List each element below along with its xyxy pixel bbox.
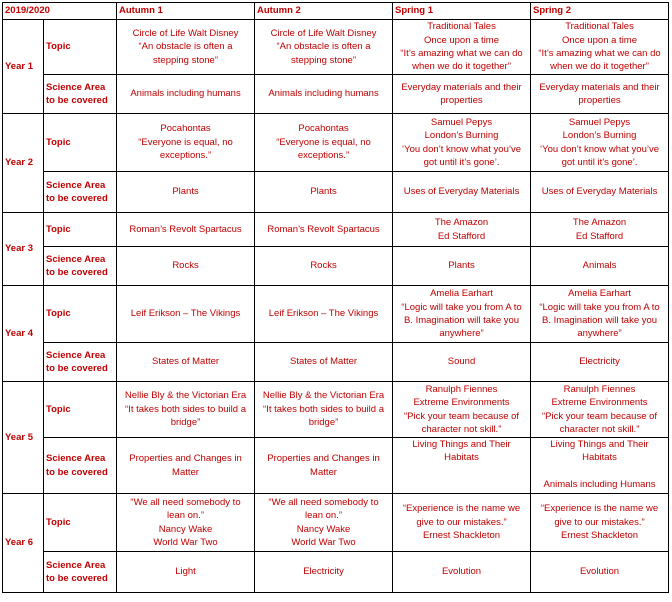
topic-row [3, 114, 669, 172]
topic-cell [117, 114, 255, 172]
cell-line: “It takes both sides to build a [263, 403, 384, 415]
cell-line: Everyday materials and their [539, 81, 660, 93]
cell-line: Animals including humans [130, 88, 241, 100]
cell-line: Nellie Bly & the Victorian Era [262, 390, 385, 402]
cell-line: Traditional Tales [565, 21, 634, 33]
cell-line: States of Matter [289, 356, 358, 368]
cell-line: “Pick your team because of [403, 410, 520, 422]
header-row [3, 3, 669, 20]
science-cell [393, 75, 531, 114]
cell-line: Samuel Pepys [568, 116, 631, 128]
science-cell [117, 172, 255, 213]
science-row [3, 552, 669, 593]
cell-line: World War Two [291, 536, 356, 548]
cell-line: Animals including Humans [543, 478, 656, 490]
cell-line: properties [440, 95, 483, 106]
curriculum-table [2, 2, 669, 593]
cell-line: Ed Stafford [437, 230, 486, 242]
cell-line: exceptions.” [159, 150, 212, 162]
cell-line: stepping stone” [291, 54, 356, 66]
science-cell [531, 438, 669, 494]
cell-line: Leif Erikson – The Vikings [130, 308, 241, 320]
year-label: Year 6 [3, 494, 44, 593]
cell-line: The Amazon [434, 217, 489, 229]
academic-year-header: 2019/2020 [3, 3, 117, 20]
science-cell [117, 552, 255, 593]
cell-line: “Everyone is equal, no [276, 136, 371, 148]
cell-line: Animals including humans [268, 88, 379, 100]
term-header: Autumn 1 [117, 3, 255, 20]
cell-line: character not skill.” [421, 423, 502, 435]
topic-cell [117, 213, 255, 247]
cell-line: give to our mistakes.” [416, 516, 507, 528]
topic-label: Topic [44, 213, 117, 247]
topic-row [3, 494, 669, 552]
topic-cell [255, 286, 393, 343]
science-area-label [44, 552, 117, 593]
year-label: Year 4 [3, 286, 44, 382]
cell-line: Matter [172, 466, 199, 478]
cell-line: “Experience is the name we [540, 503, 659, 515]
topic-cell [255, 114, 393, 172]
topic-cell [393, 114, 531, 172]
science-row [3, 172, 669, 213]
cell-line: Extreme Environments [413, 397, 510, 409]
cell-line: Electricity [579, 356, 620, 368]
topic-label: Topic [44, 20, 117, 75]
cell-line: “Pick your team because of [541, 410, 658, 422]
cell-line: ‘You don’t know what you’ve [402, 143, 522, 155]
science-cell [393, 172, 531, 213]
cell-line: “Experience is the name we [402, 503, 521, 515]
topic-cell [393, 382, 531, 438]
science-cell [531, 172, 669, 213]
cell-line: Ernest Shackleton [422, 530, 501, 542]
cell-line: ‘You don’t know what you’ve [540, 143, 660, 155]
cell-line: lean on.” [305, 510, 342, 522]
science-row [3, 247, 669, 286]
cell-line: Living Things and Their [550, 439, 649, 450]
cell-line: Ernest Shackleton [560, 530, 639, 542]
cell-line: The Amazon [572, 217, 627, 229]
cell-line: Uses of Everyday Materials [541, 186, 658, 198]
cell-line: give to our mistakes.” [554, 516, 645, 528]
science-row [3, 343, 669, 382]
cell-line: “An obstacle is often a [138, 41, 233, 53]
cell-line: Traditional Tales [427, 21, 496, 33]
cell-line: States of Matter [151, 356, 220, 368]
science-label-line: Science Area [46, 349, 106, 361]
science-area-label [44, 172, 117, 213]
cell-line: Leif Erikson – The Vikings [268, 308, 379, 320]
cell-line: London’s Burning [424, 130, 499, 142]
topic-cell [117, 382, 255, 438]
cell-line: exceptions.” [297, 150, 350, 162]
science-cell [255, 172, 393, 213]
cell-line: when we do it together” [412, 61, 511, 73]
cell-line: Evolution [441, 566, 482, 578]
cell-line: Once upon a time [562, 34, 638, 46]
cell-line: Living Things and Their [412, 439, 511, 450]
cell-line: World War Two [153, 536, 218, 548]
cell-line: got until it’s gone’. [561, 156, 638, 168]
topic-row [3, 382, 669, 438]
cell-line: “It’s amazing what we can do [400, 48, 523, 59]
cell-line: Roman’s Revolt Spartacus [267, 223, 380, 235]
science-cell [393, 552, 531, 593]
science-cell [255, 438, 393, 494]
science-label-line: Science Area [46, 559, 106, 571]
cell-line: Electricity [303, 566, 344, 578]
science-cell [255, 75, 393, 114]
cell-line: Habitats [582, 452, 617, 464]
topic-cell [117, 286, 255, 343]
cell-line: properties [578, 95, 621, 106]
science-cell [255, 343, 393, 382]
science-label-line: Science Area [46, 179, 106, 191]
science-label-line: Science Area [46, 253, 106, 265]
cell-line: “It takes both sides to build a [125, 403, 246, 415]
cell-line: stepping stone” [153, 54, 218, 66]
cell-line: Once upon a time [424, 34, 500, 46]
science-cell [393, 343, 531, 382]
science-area-label [44, 438, 117, 494]
science-label-line: to be covered [46, 363, 108, 374]
cell-line: “It’s amazing what we can do [538, 48, 661, 59]
topic-cell [255, 20, 393, 75]
term-header: Spring 1 [393, 3, 531, 20]
year-label: Year 3 [3, 213, 44, 286]
topic-cell [255, 494, 393, 552]
cell-line: Rocks [310, 260, 337, 272]
cell-line: anywhere” [439, 328, 484, 340]
cell-line: Pocahontas [298, 123, 349, 135]
cell-line: bridge” [308, 417, 339, 429]
cell-line: Nancy Wake [296, 523, 351, 535]
cell-line: Animals [582, 260, 617, 272]
science-cell [531, 75, 669, 114]
cell-line: got until it’s gone’. [423, 156, 500, 168]
cell-line: “Logic will take you from A to [401, 301, 522, 313]
cell-line: Nellie Bly & the Victorian Era [124, 390, 247, 402]
year-label: Year 1 [3, 20, 44, 114]
cell-line: anywhere” [577, 328, 622, 340]
cell-line: character not skill.” [559, 423, 640, 435]
cell-line: Nancy Wake [158, 523, 213, 535]
science-row [3, 75, 669, 114]
topic-cell [531, 286, 669, 343]
topic-cell [255, 382, 393, 438]
topic-label: Topic [44, 382, 117, 438]
cell-line: Properties and Changes in [267, 453, 380, 465]
cell-line: when we do it together” [550, 61, 649, 73]
science-label-line: Science Area [46, 81, 106, 93]
cell-line: London’s Burning [562, 130, 637, 142]
topic-cell [531, 213, 669, 247]
cell-line: bridge” [170, 417, 201, 429]
cell-line: Pocahontas [160, 123, 211, 135]
cell-line: Uses of Everyday Materials [403, 186, 520, 198]
cell-line: Evolution [579, 566, 620, 578]
cell-line: Plants [448, 260, 475, 272]
cell-line: “Logic will take you from A to [539, 301, 660, 313]
cell-line: Properties and Changes in [129, 453, 242, 465]
science-cell [393, 247, 531, 286]
science-label-line: to be covered [46, 573, 108, 584]
cell-line: Habitats [444, 452, 479, 464]
science-area-label [44, 75, 117, 114]
science-cell [255, 552, 393, 593]
cell-line: Light [175, 566, 196, 578]
cell-line: B. Imagination will take you [403, 315, 520, 326]
cell-line: “An obstacle is often a [276, 41, 371, 53]
science-cell [531, 247, 669, 286]
cell-line: Amelia Earhart [430, 288, 493, 300]
topic-row [3, 286, 669, 343]
cell-line: Samuel Pepys [430, 116, 493, 128]
cell-line: Amelia Earhart [568, 288, 631, 300]
science-label-line: to be covered [46, 466, 108, 478]
science-cell [117, 438, 255, 494]
science-cell [255, 247, 393, 286]
topic-label: Topic [44, 114, 117, 172]
topic-cell [531, 382, 669, 438]
cell-line: Everyday materials and their [401, 81, 522, 93]
cell-line: “We all need somebody to [130, 496, 241, 508]
cell-line: Sound [447, 356, 476, 368]
science-cell [117, 75, 255, 114]
topic-cell [393, 213, 531, 247]
topic-cell [393, 286, 531, 343]
cell-line: Plants [310, 186, 337, 198]
cell-line: Circle of Life Walt Disney [132, 27, 239, 39]
science-cell [531, 343, 669, 382]
science-area-label [44, 343, 117, 382]
topic-row [3, 20, 669, 75]
science-label-line: Science Area [46, 453, 106, 465]
topic-label: Topic [44, 494, 117, 552]
science-cell [117, 343, 255, 382]
science-cell [393, 438, 531, 494]
topic-cell [393, 494, 531, 552]
cell-line: Roman’s Revolt Spartacus [129, 223, 242, 235]
cell-line: lean on.” [167, 510, 204, 522]
topic-cell [531, 114, 669, 172]
science-area-label [44, 247, 117, 286]
topic-label: Topic [44, 286, 117, 343]
term-header: Autumn 2 [255, 3, 393, 20]
cell-line: Ranulph Fiennes [563, 383, 636, 395]
cell-line: “We all need somebody to [268, 496, 379, 508]
cell-line: “Everyone is equal, no [138, 136, 233, 148]
science-label-line: to be covered [46, 193, 108, 204]
science-row [3, 438, 669, 494]
cell-line: Rocks [172, 260, 199, 272]
year-label: Year 2 [3, 114, 44, 213]
topic-cell [393, 20, 531, 75]
term-header: Spring 2 [531, 3, 669, 20]
cell-line: Ed Stafford [575, 230, 624, 242]
cell-line: Circle of Life Walt Disney [270, 27, 377, 39]
cell-line: Extreme Environments [551, 397, 648, 409]
topic-cell [117, 20, 255, 75]
science-cell [117, 247, 255, 286]
table-body [3, 20, 669, 593]
topic-cell [117, 494, 255, 552]
blank-line [533, 465, 666, 478]
topic-row [3, 213, 669, 247]
topic-cell [255, 213, 393, 247]
cell-line: B. Imagination will take you [541, 315, 658, 326]
topic-cell [531, 20, 669, 75]
year-label: Year 5 [3, 382, 44, 494]
cell-line: Plants [172, 186, 199, 198]
topic-cell [531, 494, 669, 552]
cell-line: Ranulph Fiennes [425, 383, 498, 395]
science-label-line: to be covered [46, 267, 108, 278]
science-cell [531, 552, 669, 593]
science-label-line: to be covered [46, 95, 108, 106]
cell-line: Matter [310, 466, 337, 478]
